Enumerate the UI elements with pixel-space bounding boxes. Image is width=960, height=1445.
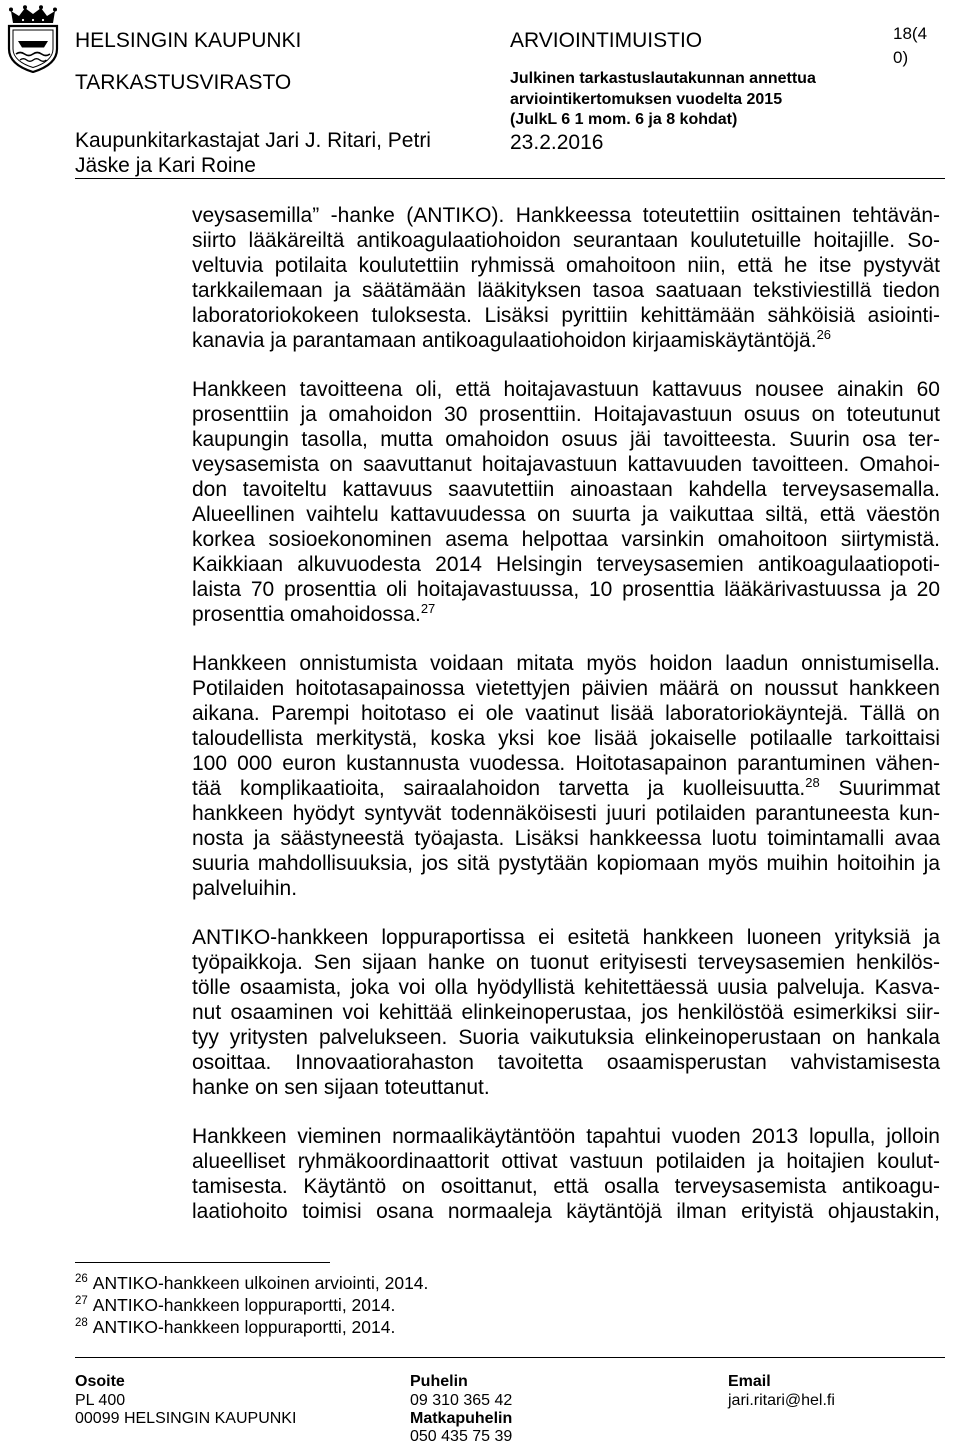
footnote-number: 27	[75, 1295, 88, 1308]
authors-line: Jäske ja Kari Roine	[75, 154, 256, 177]
body-text-line: Hankkeen vieminen normaalikäytäntöön tapahtui vuoden 2013 lopulla, jolloin	[192, 1125, 940, 1148]
body-text-line: työpaikkoja. Sen sijaan hanke on tuonut erityisesti terveysasemien henkilös-	[192, 951, 940, 974]
authors-line: Kaupunkitarkastajat Jari J. Ritari, Petri	[75, 129, 431, 152]
footnote-number: 28	[75, 1317, 88, 1330]
footnote-divider	[75, 1262, 330, 1263]
document-body	[192, 203, 940, 1248]
body-text-line: Kaikkiaan alkuvuodesta 2014 Helsingin terveysasemien antikoagulaatiopoti-	[192, 553, 940, 576]
address-label: Osoite	[75, 1373, 125, 1390]
body-paragraph	[192, 377, 940, 627]
body-text-line: laboratoriokokeen tuloksesta. Lisäksi pyrittiin kehittämään sähköisiä asiointi-	[192, 304, 940, 327]
body-text-line	[192, 602, 940, 627]
footnotes	[75, 1272, 675, 1338]
body-text-line: Alueellinen vaihtelu kattavuudessa on suurta ja vaikuttaa siltä, että väestön	[192, 503, 940, 526]
footnote-text: ANTIKO-hankkeen ulkoinen arviointi, 2014.	[92, 1273, 429, 1293]
footnote	[75, 1316, 675, 1338]
page-number-line: 0)	[893, 48, 909, 67]
body-text-line: 100 000 euron kustannusta vuodessa. Hoitotasapainon parantuminen vähen-	[192, 752, 940, 775]
page-number-line: 18(4	[893, 24, 928, 43]
body-text-line: veysasemilla” -hanke (ANTIKO). Hankkeessa toteutettiin osittainen tehtävän-	[192, 204, 940, 227]
mobile-label: Matkapuhelin	[410, 1410, 513, 1427]
document-type: ARVIOINTIMUISTIO	[510, 29, 703, 52]
body-text-line: Potilaiden hoitotasapainossa vietettyjen päivien määrä on noussut hankkeen	[192, 677, 940, 700]
footnote-text: ANTIKO-hankkeen loppuraportti, 2014.	[92, 1317, 396, 1337]
body-text-line: alueelliset ryhmäkoordinaattorit ottivat vastuun potilaiden ja hoitajien koulut-	[192, 1150, 940, 1173]
footnote	[75, 1272, 675, 1294]
line-text: prosenttia omahoidossa.	[192, 603, 421, 626]
body-paragraph	[192, 925, 940, 1100]
body-text-line: tyy yritysten palvelukseen. Suoria vaikutuksia elinkeinoperustaan on hankala	[192, 1026, 940, 1049]
body-text-line	[192, 328, 940, 353]
body-text-line: suuria mahdollisuuksia, jos sitä pystytään kopiomaan myös muihin hoitoihin ja	[192, 852, 940, 875]
body-text-line: veysasemista on saavuttanut hoitajavastuun kattavuuden tavoitteen. Omahoi-	[192, 453, 940, 476]
body-paragraph	[192, 203, 940, 353]
address-line: 00099 HELSINGIN KAUPUNKI	[75, 1410, 297, 1427]
body-text-line: laatiohoito toimisi osana normaaleja käytäntöjä ilman erityistä ohjaustakin,	[192, 1200, 940, 1223]
body-text-line: don tavoiteltu kattavuus saavutettiin ainoastaan kahdella terveysasemalla.	[192, 478, 940, 501]
body-text-line: osoittaa. Innovaatiorahaston tavoitetta osaamisperustan vahvistamisesta	[192, 1051, 940, 1074]
body-text-line: ANTIKO-hankkeen loppuraportissa ei esitetä hankkeen luoneen yrityksiä ja	[192, 926, 940, 949]
body-text-line: tarkkailemaan ja säätämään lääkityksen tasoa saatuaan tekstiviestillä tiedon	[192, 279, 940, 302]
body-text-line: palveluihin.	[192, 877, 298, 900]
footer-email	[728, 1373, 835, 1410]
footnote-reference: 27	[420, 601, 436, 616]
body-text-line: prosenttiin ja omahoidon 30 prosenttiin. Hoitajavastuun osuus on toteutunut	[192, 403, 940, 426]
footnote-reference: 28	[805, 775, 820, 790]
footnote-reference: 26	[816, 327, 832, 342]
footnote-number: 26	[75, 1273, 88, 1286]
body-paragraph	[192, 651, 940, 901]
organization-name: HELSINGIN KAUPUNKI	[75, 29, 302, 52]
line-text: tää komplikaatioita, sairaalahoidon tarvetta ja kuolleisuutta.	[192, 777, 806, 800]
phone-number: 09 310 365 42	[410, 1391, 513, 1409]
line-text: Suurimmat	[819, 777, 941, 800]
email-label: Email	[728, 1373, 771, 1390]
publicity-note-line: (JulkL 6 1 mom. 6 ja 8 kohdat)	[510, 111, 738, 128]
body-text-line: Hankkeen onnistumista voidaan mitata myös hoidon laadun onnistumisella.	[192, 652, 940, 675]
body-text-line: korkea sosioekonominen asema helpottaa varsinkin omahoitoon siirtymistä.	[192, 528, 940, 551]
body-text-line: Hankkeen tavoitteena oli, että hoitajavastuun kattavuus nousee ainakin 60	[192, 378, 940, 401]
body-text-line: taloudellista merkitystä, koska yksi koe lisää jokaiselle potilaalle tarkoittaisi	[192, 727, 940, 750]
body-text-line: tamisesta. Käytäntö on osoittanut, että osalla terveysasemista antikoagu-	[192, 1175, 940, 1198]
body-text-line: aikana. Parempi hoitotaso ei ole vaatinut lisää laboratoriokäyntejä. Tällä on	[192, 702, 940, 725]
body-text-line: kaupungin tasolla, mutta omahoidon osuus jäi tavoitteesta. Suurin osa ter-	[192, 428, 940, 451]
footer-divider	[75, 1357, 945, 1358]
body-text-line: laista 70 prosenttia oli hoitajavastuussa, 10 prosenttia lääkärivastuussa ja 20	[192, 578, 940, 601]
line-text: kanavia ja parantamaan antikoagulaatiohoidon kirjaamiskäytäntöjä.	[192, 329, 817, 352]
email-address: jari.ritari@hel.fi	[728, 1391, 835, 1409]
page-number	[893, 22, 927, 70]
mobile-number: 050 435 75 39	[410, 1427, 513, 1445]
body-paragraph	[192, 1124, 940, 1224]
body-text-line: hanke on sen sijaan toteuttanut.	[192, 1076, 490, 1099]
footnote	[75, 1294, 675, 1316]
publicity-note	[510, 69, 816, 131]
footer-phone	[410, 1373, 512, 1445]
publicity-note-line: arviointikertomuksen vuodelta 2015	[510, 90, 783, 108]
body-text-line: nosta ja säästyneestä työajasta. Lisäksi hankkeessa luotu toimintamalli avaa	[192, 827, 940, 850]
body-text-line: nut osaaminen voi kehittää elinkeinoperustaa, jos henkilöstöä esimerkiksi siir-	[192, 1001, 940, 1024]
department-name: TARKASTUSVIRASTO	[75, 71, 292, 94]
body-text-line: veltuvia potilaita koulutettiin ryhmissä omahoitoon niin, että he itse pystyvät	[192, 254, 940, 277]
address-line: PL 400	[75, 1391, 126, 1409]
body-text-line: siirto lääkäreiltä antikoagulaatiohoidon seurantaan koulutetuille hoitajille. So-	[192, 229, 940, 252]
body-text-line	[192, 776, 940, 801]
footer-address	[75, 1373, 296, 1429]
document-date: 23.2.2016	[510, 131, 604, 154]
body-text-line: tölle osaamista, joka voi olla hyödyllistä kehitettäessä uusia palveluja. Kasva-	[192, 976, 940, 999]
helsinki-coat-of-arms-icon	[4, 5, 62, 73]
body-text-line: hankkeen hyödyt syntyvät todennäköisesti juuri potilaiden parantuneesta kun-	[192, 802, 940, 825]
footnote-text: ANTIKO-hankkeen loppuraportti, 2014.	[92, 1295, 396, 1315]
publicity-note-line: Julkinen tarkastuslautakunnan annettua	[510, 70, 816, 87]
header-divider	[75, 178, 945, 179]
phone-label: Puhelin	[410, 1373, 468, 1390]
